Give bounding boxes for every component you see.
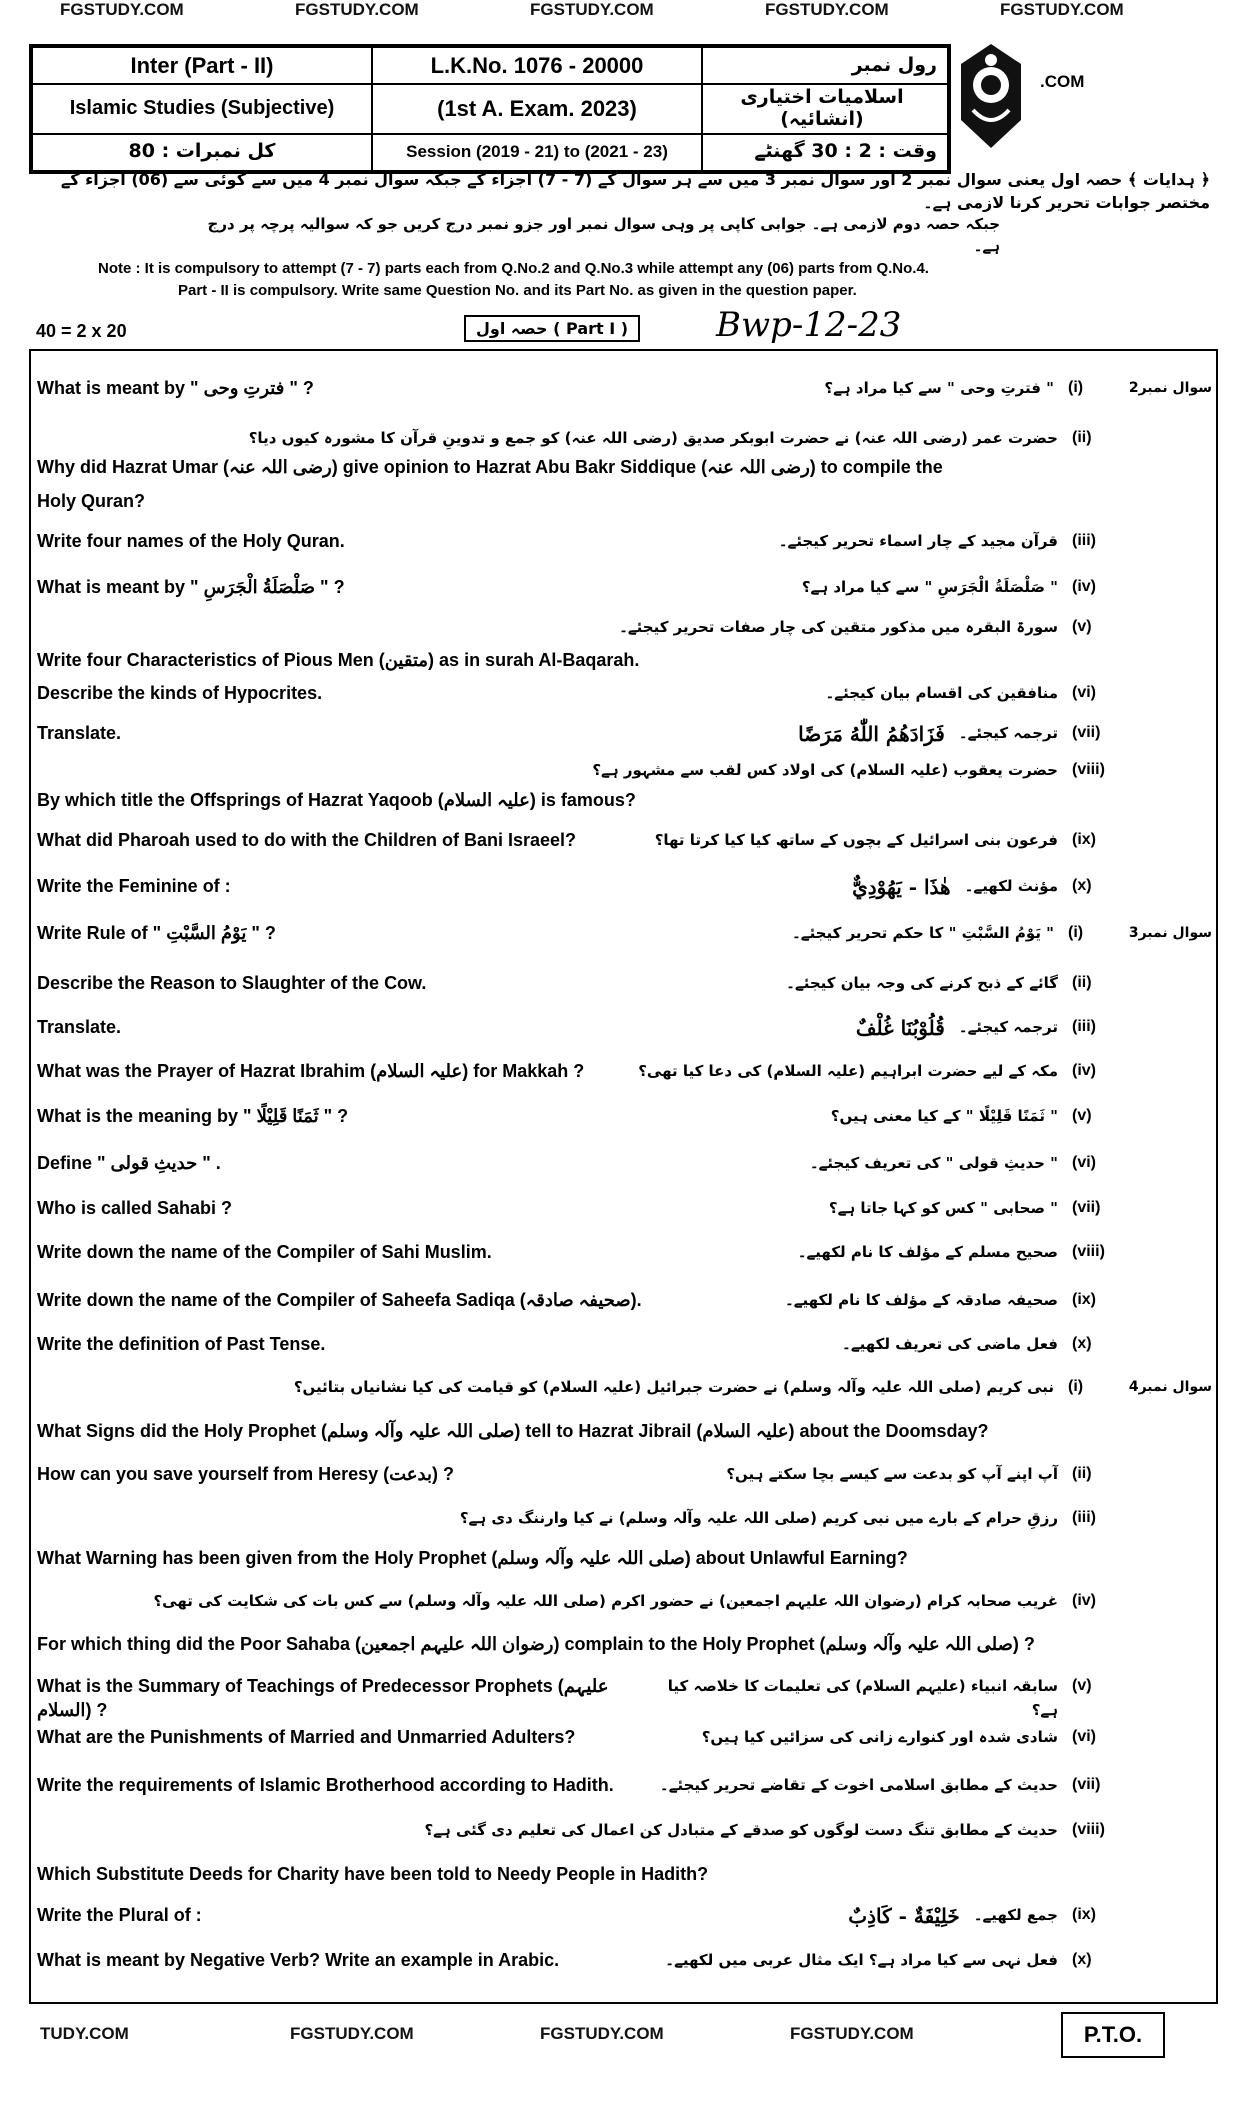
- question-line: [31, 681, 1216, 721]
- instructions-part2: Part - II is compulsory. Write same Question No. and its Part No. as given in the question paper.: [178, 281, 857, 299]
- question-urdu: " صحابی " کس کو کہا جاتا ہے؟: [828, 1199, 1058, 1218]
- question-english: Write Rule of " يَوْمُ السَّبْتِ " ?: [37, 923, 276, 944]
- question-urdu: صحیفہ صادقہ کے مؤلف کا نام لکھیے۔: [784, 1291, 1058, 1310]
- question-urdu: فرعون بنی اسرائیل کے بچوں کے ساتھ کیا کیا کرتا تھا؟: [654, 831, 1058, 850]
- arabic-term: قُلُوْبُنَا غُلْفٌ: [855, 1016, 945, 1041]
- lk-no-cell: L.K.No. 1076 - 20000: [372, 47, 702, 84]
- question-line: [31, 615, 1216, 648]
- question-english: Who is called Sahabi ?: [37, 1198, 233, 1219]
- question-urdu: نبی کریم (صلی اللہ علیہ وآلہ وسلم) نے حضرت جبرائیل (علیہ السلام) کو قیامت کی کیا نشانیاں بتائیں؟: [293, 1378, 1054, 1397]
- part-number: (vi): [1072, 684, 1096, 702]
- question-urdu: قرآن مجید کے چار اسماء تحریر کیجئے۔: [778, 532, 1058, 551]
- board-logo-icon: [955, 40, 1027, 153]
- part-number: (v): [1072, 1677, 1092, 1695]
- part-number: (ix): [1072, 831, 1096, 849]
- question-line: [31, 1589, 1216, 1632]
- question-english: Write the definition of Past Tense.: [37, 1334, 326, 1355]
- question-urdu: جمع لکھیے۔: [973, 1906, 1058, 1925]
- question-line: [31, 1632, 1216, 1674]
- question-line: [31, 648, 1216, 681]
- part-number: (iii): [1072, 1509, 1096, 1527]
- question-urdu: مکہ کے لیے حضرت ابراہیم (علیہ السلام) کی دعا کیا تھی؟: [638, 1062, 1058, 1081]
- question-english: What is the Summary of Teachings of Predecessor Prophets (علیہم السلام) ?: [37, 1676, 609, 1721]
- question-line: [31, 1196, 1216, 1240]
- question-number: سوال نمبر2: [1128, 380, 1212, 397]
- question-english: By which title the Offsprings of Hazrat Yaqoob (علیہ السلام) is famous?: [37, 790, 636, 811]
- instructions-note: Note : It is compulsory to attempt (7 - 7) parts each from Q.No.2 and Q.No.3 while attempt any (06) parts from Q.No.4.: [98, 259, 929, 277]
- question-line: [31, 1104, 1216, 1151]
- question-line: [31, 1059, 1216, 1104]
- part-number: (i): [1068, 1378, 1084, 1396]
- part-number: (ix): [1072, 1291, 1096, 1309]
- watermark: TUDY.COM: [40, 2024, 129, 2044]
- question-english: Describe the Reason to Slaughter of the Cow.: [37, 973, 427, 994]
- question-line: [31, 1151, 1216, 1196]
- question-urdu: حضرت یعقوب (علیہ السلام) کی اولاد کس لقب سے مشہور ہے؟: [592, 761, 1058, 780]
- part-number: (viii): [1072, 761, 1105, 779]
- watermark-com: .COM: [1040, 72, 1085, 91]
- question-english: Write down the name of the Compiler of Sahi Muslim.: [37, 1242, 492, 1263]
- part-number: (viii): [1072, 1821, 1105, 1839]
- header-table: [29, 44, 951, 174]
- part-number: (x): [1072, 1951, 1092, 1969]
- question-urdu: مؤنث لکھیے۔: [964, 877, 1058, 896]
- instructions-urdu-1: ﴿ ہدایات ﴾ حصہ اول یعنی سوال نمبر 2 اور سوال نمبر 3 میں سے ہر سوال کے (7 - 7) اجزاء کے جبکہ سوال نمبر 4 میں سے کوئی سے (06) اجزاء کے مختصر جوابات تحریر کرنا لازمی ہے۔: [60, 170, 1210, 213]
- part-number: (ix): [1072, 1906, 1096, 1924]
- part-number: (iv): [1072, 1592, 1096, 1610]
- marks-formula: 40 = 2 x 20: [36, 321, 127, 342]
- total-marks-cell: کل نمبرات : 80: [32, 134, 372, 171]
- question-urdu: فعل ماضی کی تعریف لکھیے۔: [842, 1335, 1058, 1354]
- question-urdu: منافقین کی اقسام بیان کیجئے۔: [825, 684, 1058, 703]
- time-cell: وقت : 2 : 30 گھنٹے: [702, 134, 948, 171]
- part-number: (vi): [1072, 1154, 1096, 1172]
- question-english: What Warning has been given from the Holy Prophet (صلی اللہ علیہ وآلہ وسلم) about Unlawful Earning?: [37, 1548, 908, 1569]
- question-line: [31, 1862, 1216, 1903]
- question-line: [31, 721, 1216, 758]
- question-line: [31, 971, 1216, 1015]
- question-line: [31, 828, 1216, 874]
- part-number: (vi): [1072, 1728, 1096, 1746]
- part-one-header: [36, 305, 1210, 349]
- paper-body: [0, 168, 1250, 2070]
- subject-urdu-cell: اسلامیات اختیاری (انشائیہ): [702, 84, 948, 134]
- question-urdu: شادی شدہ اور کنوارے زانی کی سزائیں کیا ہیں؟: [701, 1728, 1058, 1747]
- part-number: (iv): [1072, 1062, 1096, 1080]
- part-number: (iv): [1072, 578, 1096, 596]
- question-urdu: حدیث کے مطابق اسلامی اخوت کے تقاضے تحریر کیجئے۔: [659, 1776, 1058, 1795]
- question-urdu: سابقہ انبیاء (علیہم السلام) کی تعلیمات کا خلاصہ کیا ہے؟: [667, 1677, 1058, 1720]
- question-line: [31, 1419, 1216, 1462]
- pto-box: P.T.O.: [1061, 2012, 1165, 2058]
- question-english: What did Pharoah used to do with the Children of Bani Israeel?: [37, 830, 577, 851]
- part-number: (iii): [1072, 1018, 1096, 1036]
- question-line: [31, 1725, 1216, 1773]
- question-english: Which Substitute Deeds for Charity have been told to Needy People in Hadith?: [37, 1864, 709, 1885]
- question-urdu: " يَوْمُ السَّبْتِ " کا حکم تحریر کیجئے۔: [791, 924, 1054, 943]
- question-number: سوال نمبر3: [1128, 925, 1212, 942]
- questions-box: [29, 349, 1218, 2004]
- question-line: [31, 529, 1216, 575]
- part-number: (ii): [1072, 429, 1092, 447]
- question-urdu: " صَلْصَلَةُ الْجَرَسِ " سے کیا مراد ہے؟: [801, 578, 1058, 597]
- question-line: [31, 1948, 1216, 1992]
- question-line: [31, 376, 1216, 426]
- session-cell: Session (2019 - 21) to (2021 - 23): [372, 134, 702, 171]
- question-line: [31, 1015, 1216, 1059]
- watermark: FGSTUDY.COM: [1000, 0, 1124, 19]
- question-urdu: صحیح مسلم کے مؤلف کا نام لکھیے۔: [797, 1243, 1058, 1262]
- question-urdu: حضرت عمر (رضی اللہ عنہ) نے حضرت ابوبکر صدیق (رضی اللہ عنہ) کو جمع و تدوینِ قرآن کا مشورہ کیوں دیا؟: [248, 429, 1058, 448]
- question-urdu: حدیث کے مطابق تنگ دست لوگوں کو صدقے کے متبادل کن اعمال کی تعلیم دی گئی ہے؟: [424, 1821, 1058, 1840]
- question-english: How can you save yourself from Heresy (بدعت) ?: [37, 1464, 454, 1485]
- question-line: [31, 1773, 1216, 1818]
- question-line: [31, 1903, 1216, 1948]
- question-line: [31, 1288, 1216, 1332]
- watermark: FGSTUDY.COM: [765, 0, 889, 19]
- question-urdu: ترجمہ کیجئے۔: [958, 724, 1058, 743]
- question-urdu: فعل نہی سے کیا مراد ہے؟ ایک مثال عربی میں لکھیے۔: [665, 1951, 1058, 1970]
- question-english: Write the requirements of Islamic Brotherhood according to Hadith.: [37, 1775, 614, 1796]
- handwritten-note: Bwp-12-23: [716, 305, 902, 346]
- class-cell: Inter (Part - II): [32, 47, 372, 84]
- watermark: FGSTUDY.COM: [290, 2024, 414, 2044]
- part-number: (v): [1072, 1107, 1092, 1125]
- question-urdu: سورۃ البقرہ میں مذکور متقین کی چار صفات تحریر کیجئے۔: [619, 618, 1058, 637]
- question-english: Translate.: [37, 1017, 122, 1038]
- question-line: [31, 1818, 1216, 1862]
- watermark: FGSTUDY.COM: [530, 0, 654, 19]
- page-footer: [0, 2010, 1250, 2070]
- question-urdu: ترجمہ کیجئے۔: [958, 1018, 1058, 1037]
- question-line: [31, 1240, 1216, 1288]
- roll-no-cell: رول نمبر: [702, 47, 948, 84]
- question-line: [31, 874, 1216, 921]
- subject-cell: Islamic Studies (Subjective): [32, 84, 372, 134]
- part-number: (viii): [1072, 1243, 1105, 1261]
- part-number: (x): [1072, 1335, 1092, 1353]
- question-english: What is meant by " فترتِ وحی " ?: [37, 378, 314, 399]
- question-line: [31, 921, 1216, 971]
- question-line: [31, 758, 1216, 788]
- question-urdu: غریب صحابہ کرام (رضوان اللہ علیہم اجمعین) نے حضور اکرم (صلی اللہ علیہ وآلہ وسلم) سے کس بات کی شکایت کی تھی؟: [153, 1592, 1058, 1611]
- part-number: (iii): [1072, 532, 1096, 550]
- question-line: [31, 426, 1216, 455]
- question-english: For which thing did the Poor Sahaba (رضوان اللہ علیہم اجمعین) complain to the Holy Prophet (صلی اللہ علیہ وآلہ وسلم) ?: [37, 1634, 1035, 1655]
- arabic-term: خَلِيْفَةٌ - كَاذِبٌ: [848, 1904, 960, 1929]
- question-english: Write the Plural of :: [37, 1905, 202, 1926]
- part-number: (i): [1068, 379, 1084, 397]
- question-line: [31, 455, 1216, 489]
- question-urdu: آپ اپنے آپ کو بدعت سے کیسے بچا سکتے ہیں؟: [726, 1465, 1058, 1484]
- watermark: FGSTUDY.COM: [60, 0, 184, 19]
- question-number: سوال نمبر4: [1128, 1379, 1212, 1396]
- question-english: What Signs did the Holy Prophet (صلی اللہ علیہ وآلہ وسلم) tell to Hazrat Jibrail (علیہ السلام) about the Doomsday?: [37, 1421, 989, 1442]
- question-english: Translate.: [37, 723, 122, 744]
- question-line: [31, 489, 1216, 529]
- question-line: [31, 1546, 1216, 1589]
- question-english: What was the Prayer of Hazrat Ibrahim (علیہ السلام) for Makkah ?: [37, 1061, 585, 1082]
- question-english: Write four Characteristics of Pious Men (متقین) as in surah Al-Baqarah.: [37, 650, 640, 671]
- question-urdu: " فترتِ وحی " سے کیا مراد ہے؟: [824, 379, 1054, 398]
- question-urdu: رزقِ حرام کے بارے میں نبی کریم (صلی اللہ علیہ وآلہ وسلم) نے کیا وارننگ دی ہے؟: [459, 1509, 1058, 1528]
- question-urdu: " حدیثِ قولی " کی تعریف کیجئے۔: [809, 1154, 1058, 1173]
- question-english: Why did Hazrat Umar (رضی اللہ عنہ) give opinion to Hazrat Abu Bakr Siddique (رضی اللہ عنہ) to compile the: [37, 457, 943, 478]
- question-english: Write down the name of the Compiler of Saheefa Sadiqa (صحیفہ صادقہ).: [37, 1290, 642, 1311]
- question-line: [31, 788, 1216, 828]
- arabic-term: هٰذَا - يَهُوْدِيٌّ: [852, 875, 951, 900]
- part-number: (vii): [1072, 1199, 1101, 1217]
- part-number: (vii): [1072, 1776, 1101, 1794]
- question-english: What is the meaning by " ثَمَنًا قَلِيْلًا " ?: [37, 1106, 349, 1127]
- part-number: (x): [1072, 877, 1092, 895]
- question-english: What are the Punishments of Married and Unmarried Adulters?: [37, 1727, 576, 1748]
- instructions-urdu-2: جبکہ حصہ دوم لازمی ہے۔ جوابی کاپی پر وہی سوال نمبر اور جزو نمبر درج کریں جو کہ سوالیہ پرچہ پر درج ہے۔: [207, 215, 1000, 256]
- watermark: FGSTUDY.COM: [790, 2024, 914, 2044]
- part-number: (v): [1072, 618, 1092, 636]
- question-line: [31, 1375, 1216, 1419]
- part-number: (i): [1068, 924, 1084, 942]
- question-english: Describe the kinds of Hypocrites.: [37, 683, 323, 704]
- question-english: Write four names of the Holy Quran.: [37, 531, 345, 552]
- question-urdu: گائے کے ذبح کرنے کی وجہ بیان کیجئے۔: [786, 974, 1058, 993]
- question-line: [31, 1332, 1216, 1375]
- question-line: [31, 575, 1216, 615]
- question-english: What is meant by " صَلْصَلَةُ الْجَرَسِ " ?: [37, 577, 345, 598]
- question-english: Write the Feminine of :: [37, 876, 231, 897]
- part-number: (ii): [1072, 1465, 1092, 1483]
- arabic-term: فَزَادَهُمُ اللّٰهُ مَرَضًا: [798, 722, 945, 747]
- question-line: [31, 1462, 1216, 1506]
- question-english: What is meant by Negative Verb? Write an example in Arabic.: [37, 1950, 560, 1971]
- question-urdu: " ثَمَنًا قَلِيْلًا " کے کیا معنی ہیں؟: [830, 1107, 1058, 1126]
- exam-cell: (1st A. Exam. 2023): [372, 84, 702, 134]
- part-number: (vii): [1072, 724, 1101, 742]
- question-english: Holy Quran?: [37, 491, 146, 512]
- question-line: [31, 1506, 1216, 1546]
- part-one-label: ( Part I ) حصہ اول: [464, 315, 640, 342]
- question-line: [31, 1674, 1216, 1725]
- part-number: (ii): [1072, 974, 1092, 992]
- watermark: FGSTUDY.COM: [540, 2024, 664, 2044]
- question-english: Define " حدیثِ قولی " .: [37, 1153, 221, 1174]
- watermark: FGSTUDY.COM: [295, 0, 419, 19]
